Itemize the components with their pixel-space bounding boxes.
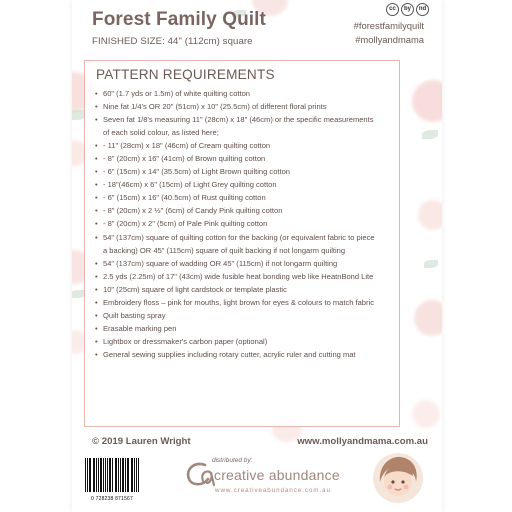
requirement-text: Nine fat 1/4's OR 20" (51cm) x 10" (25.5cm) of different floral prints bbox=[103, 102, 327, 112]
requirement-text: 10" (25cm) square of light cardstock or template plastic bbox=[103, 284, 287, 294]
bullet-icon: • bbox=[95, 349, 98, 359]
barcode-bar bbox=[103, 458, 104, 492]
watercolor-leaf bbox=[424, 260, 438, 268]
requirement-text: Quilt basting spray bbox=[103, 310, 166, 320]
watercolor-flower bbox=[414, 300, 442, 336]
bullet-icon: • bbox=[95, 167, 98, 177]
requirement-item bbox=[95, 231, 395, 244]
barcode-bars bbox=[85, 458, 139, 492]
website-link[interactable]: www.mollyandmama.com.au bbox=[297, 436, 428, 447]
watercolor-flower bbox=[418, 200, 442, 230]
pattern-back-cover bbox=[72, 0, 442, 512]
pattern-title: Forest Family Quilt bbox=[92, 9, 266, 30]
requirement-text: - 8" (20cm) x 16" (41cm) of Brown quilting cotton bbox=[103, 154, 266, 164]
bullet-icon: • bbox=[95, 180, 98, 190]
barcode bbox=[82, 455, 142, 505]
requirement-text: - 11" (28cm) x 18" (46cm) of Cream quilting cotton bbox=[103, 141, 271, 151]
watercolor-flower bbox=[412, 80, 442, 122]
requirement-text: Seven fat 1/8's measuring 11" (28cm) x 18" (46cm) or the specific measurements bbox=[103, 115, 374, 125]
requirement-item bbox=[95, 139, 395, 152]
requirement-item bbox=[95, 348, 395, 361]
requirement-text: - 8" (20cm) x 2" (5cm) of Pale Pink quilting cotton bbox=[103, 219, 268, 229]
barcode-bar bbox=[128, 458, 129, 492]
requirement-item bbox=[95, 283, 395, 296]
bullet-icon: • bbox=[95, 336, 98, 346]
requirement-item bbox=[95, 126, 395, 139]
requirement-text: Erasable marking pen bbox=[103, 323, 177, 333]
girl-character-icon bbox=[372, 452, 424, 504]
requirement-text: - 18"(46cm) x 6" (15cm) of Light Grey quilting cotton bbox=[103, 180, 277, 190]
requirement-text: - 6" (15cm) x 16" (40.5cm) of Rust quilting cotton bbox=[103, 193, 266, 203]
distributor-name: creative abundance bbox=[214, 467, 340, 483]
bullet-icon: • bbox=[95, 193, 98, 203]
requirements-box bbox=[84, 60, 400, 427]
barcode-bar bbox=[94, 458, 95, 492]
hashtag-forestfamilyquilt: #forestfamilyquilt bbox=[353, 20, 424, 31]
bullet-icon: • bbox=[95, 141, 98, 151]
requirement-text: General sewing supplies including rotary cutter, acrylic ruler and cutting mat bbox=[103, 349, 356, 359]
bullet-icon: • bbox=[95, 89, 98, 98]
bullet-icon: • bbox=[95, 102, 98, 112]
requirement-text: 54" (137cm) square of wadding OR 45" (115cm) if not longarm quilting bbox=[103, 258, 338, 268]
barcode-bar bbox=[89, 458, 90, 492]
copyright-text: © 2019 Lauren Wright bbox=[92, 436, 191, 447]
requirement-text: 2.5 yds (2.25m) of 17" (43cm) wide fusible heat bonding web like HeatnBond Lite bbox=[103, 271, 374, 281]
bullet-icon: • bbox=[95, 258, 98, 268]
requirement-item bbox=[95, 165, 395, 178]
barcode-bar bbox=[116, 458, 117, 492]
bullet-icon: • bbox=[95, 323, 98, 333]
bullet-icon: • bbox=[95, 271, 98, 281]
barcode-bar bbox=[136, 458, 137, 492]
requirement-item bbox=[95, 270, 395, 283]
requirement-text: - 8" (20cm) x 2 ½" (6cm) of Candy Pink quilting cotton bbox=[103, 206, 283, 216]
requirement-item bbox=[95, 335, 395, 348]
requirement-text: - 6" (15cm) x 14" (35.5cm) of Light Brown quilting cotton bbox=[103, 167, 290, 177]
requirement-text: Embroidery floss – pink for mouths, light brown for eyes & colours to match fabric bbox=[103, 297, 374, 307]
distributed-by-label: distributed by: bbox=[212, 457, 253, 464]
cc-license-icon: cc bbox=[386, 3, 399, 16]
bullet-icon: • bbox=[95, 219, 98, 229]
requirement-item bbox=[95, 191, 395, 204]
requirement-item bbox=[95, 87, 395, 100]
requirement-item bbox=[95, 100, 395, 113]
watercolor-flower bbox=[412, 400, 440, 428]
requirement-item bbox=[95, 322, 395, 335]
requirement-text: a backing) OR 45" (115cm) square of quilt backing if not longarm quilting bbox=[103, 245, 346, 255]
barcode-number: 0 728238 871567 bbox=[91, 496, 133, 502]
watercolor-leaf bbox=[422, 130, 438, 139]
requirements-heading: PATTERN REQUIREMENTS bbox=[96, 67, 275, 82]
requirement-item bbox=[95, 113, 395, 126]
requirement-item bbox=[95, 296, 395, 309]
distributor-url[interactable]: www.creativeabundance.com.au bbox=[215, 487, 331, 494]
bullet-icon: • bbox=[95, 154, 98, 164]
license-badges bbox=[386, 3, 429, 16]
finished-size: FINISHED SIZE: 44" (112cm) square bbox=[92, 36, 253, 47]
requirement-item bbox=[95, 217, 395, 230]
barcode-bar bbox=[98, 458, 99, 492]
requirements-list bbox=[95, 87, 395, 361]
hashtag-mollyandmama: #mollyandmama bbox=[355, 34, 424, 45]
requirement-item bbox=[95, 309, 395, 322]
barcode-bar bbox=[125, 458, 126, 492]
requirement-text: 60" (1.7 yds or 1.5m) of white quilting cotton bbox=[103, 89, 250, 98]
attribution-icon: by bbox=[401, 3, 414, 16]
bullet-icon: • bbox=[95, 232, 98, 242]
requirement-text: 54" (137cm) square of quilting cotton for the backing (or equivalent fabric to piece bbox=[103, 232, 375, 242]
requirement-item bbox=[95, 178, 395, 191]
requirement-item bbox=[95, 204, 395, 217]
bullet-icon: • bbox=[95, 206, 98, 216]
barcode-bar bbox=[110, 458, 111, 492]
requirement-text: of each solid colour, as listed here; bbox=[103, 128, 219, 138]
bullet-icon: • bbox=[95, 297, 98, 307]
barcode-bar bbox=[120, 458, 121, 492]
barcode-bar bbox=[105, 458, 106, 492]
no-derivatives-icon: nd bbox=[416, 3, 429, 16]
requirement-text: Lightbox or dressmaker's carbon paper (optional) bbox=[103, 336, 268, 346]
requirement-item bbox=[95, 244, 395, 257]
requirement-item bbox=[95, 152, 395, 165]
requirement-item bbox=[95, 257, 395, 270]
bullet-icon: • bbox=[95, 284, 98, 294]
bullet-icon: • bbox=[95, 310, 98, 320]
bullet-icon: • bbox=[95, 115, 98, 125]
